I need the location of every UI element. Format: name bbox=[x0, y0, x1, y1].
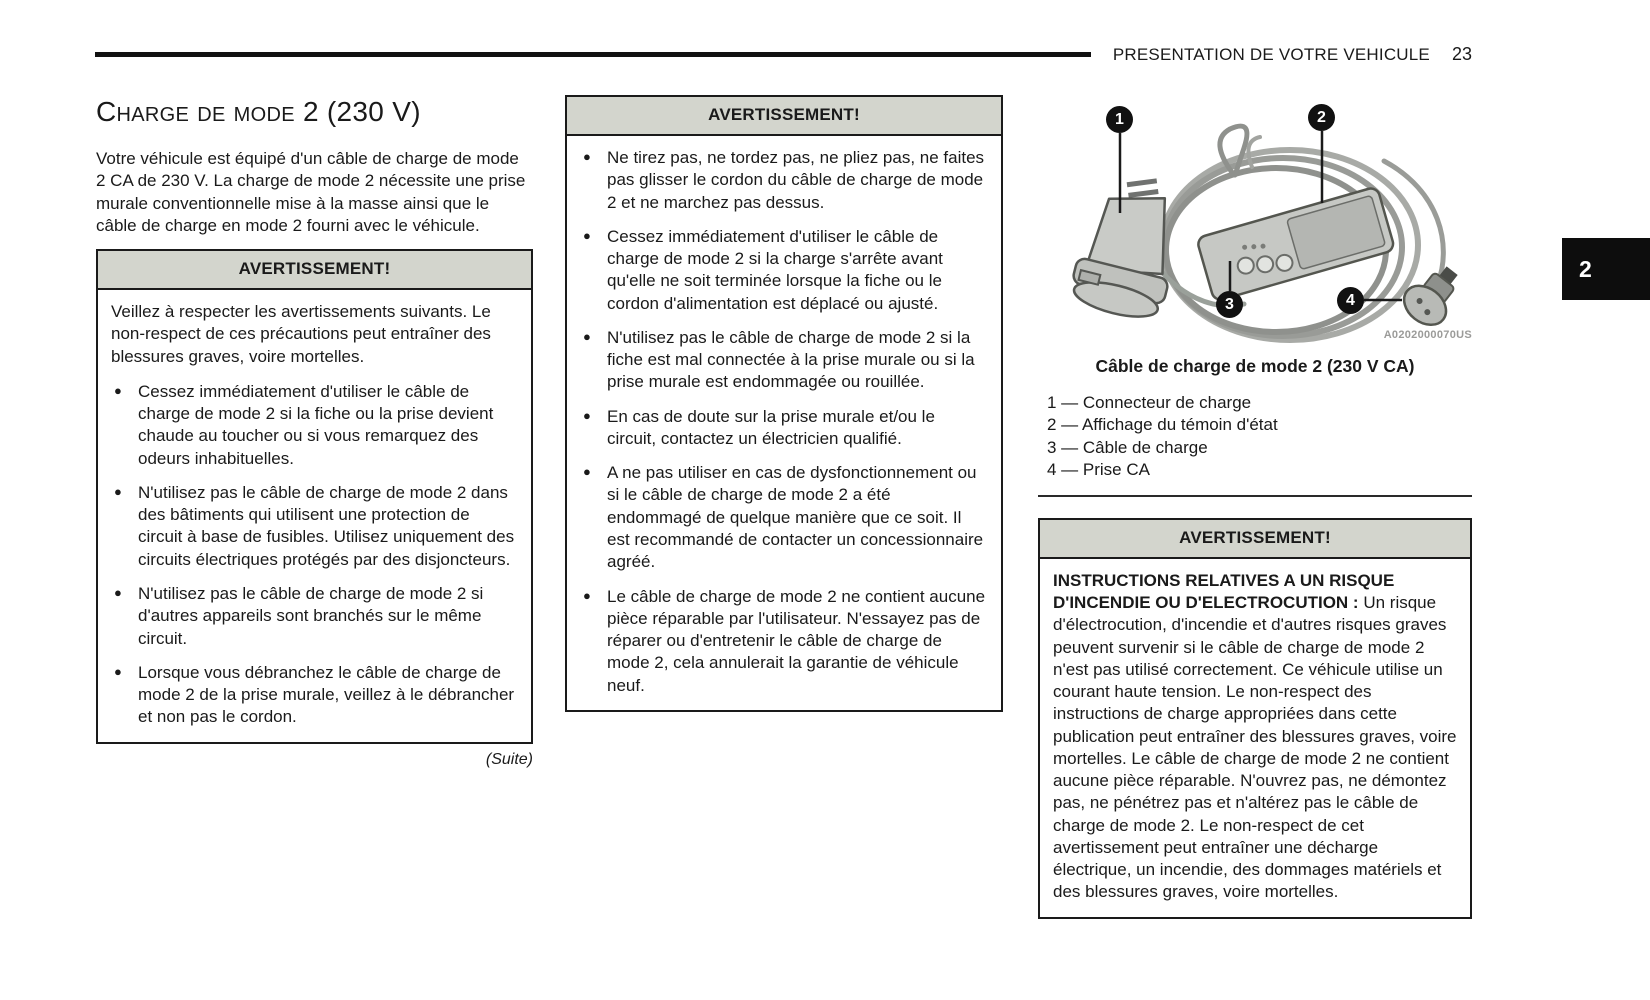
intro-paragraph: Votre véhicule est équipé d'un câble de charge de mode 2 CA de 230 V. La charge de mode 2 nécessite une prise murale conventionnelle mise à la masse ainsi que le câble de charge en mode 2 fourni avec le véhicule. bbox=[96, 149, 526, 235]
callout-1: 1 bbox=[1106, 106, 1133, 133]
figure-watermark: A0202000070US bbox=[1383, 329, 1472, 341]
warning-bullet: ● Cessez immédiatement d'utiliser le câble de charge de mode 2 si la charge s'arrête avant qu'elle ne soit terminée lorsque la fiche ou le cordon d'alimentation est déplacé ou ajusté. bbox=[580, 226, 988, 315]
legend-item: 3 — Câble de charge bbox=[1047, 437, 1208, 457]
warning-body bbox=[1040, 559, 1470, 917]
warning-title: AVERTISSEMENT! bbox=[98, 251, 531, 290]
figure-caption: Câble de charge de mode 2 (230 V CA) bbox=[1095, 356, 1415, 376]
legend-item: 1 — Connecteur de charge bbox=[1047, 393, 1252, 412]
warning-bullet: ● En cas de doute sur la prise murale et/ou le circuit, contactez un électricien qualifié. bbox=[580, 406, 988, 451]
warning-bold-lead: INSTRUCTIONS RELATIVES A UN RISQUE D'INCENDIE OU D'ELECTROCUTION : bbox=[1053, 570, 1395, 613]
cable-illustration bbox=[1038, 95, 1472, 347]
chapter-number: 2 bbox=[1579, 255, 1592, 282]
warning-bullet-list bbox=[111, 381, 518, 729]
callout-2: 2 bbox=[1308, 104, 1335, 131]
warning-title: AVERTISSEMENT! bbox=[1040, 520, 1470, 559]
section-title: Charge de mode 2 (230 V) bbox=[96, 96, 421, 127]
warning-body bbox=[567, 136, 1001, 710]
warning-bullet: ● Ne tirez pas, ne tordez pas, ne pliez pas, ne faites pas glisser le cordon du câble de charge de mode 2 et ne marchez pas dessus. bbox=[580, 147, 988, 214]
running-head-title: PRESENTATION DE VOTRE VEHICULE bbox=[1112, 44, 1430, 64]
cable-drawing bbox=[1038, 95, 1472, 347]
right-column bbox=[1038, 95, 1472, 919]
left-column bbox=[96, 96, 533, 769]
continuation-note: (Suite) bbox=[485, 750, 533, 768]
warning-bullet: ● Cessez immédiatement d'utiliser le câble de charge de mode 2 si la fiche ou la prise devient chaude au toucher ou si vous remarquez des odeurs inhabituelles. bbox=[111, 381, 518, 470]
warning-bullet: ● N'utilisez pas le câble de charge de mode 2 si d'autres appareils sont branchés sur le même circuit. bbox=[111, 583, 518, 650]
warning-bullet: ● Lorsque vous débranchez le câble de charge de mode 2 de la prise murale, veillez à le débrancher et non pas le cordon. bbox=[111, 662, 518, 729]
warning-bullet: ● A ne pas utiliser en cas de dysfonctionnement ou si le câble de charge de mode 2 a été endommagé de quelque manière que ce soit. Il est recommandé de contacter un concessionnaire agréé. bbox=[580, 462, 988, 573]
page-number: 23 bbox=[1451, 44, 1472, 64]
header-rule bbox=[95, 52, 1091, 57]
legend-item: 4 — Prise CA bbox=[1047, 460, 1150, 480]
warning-title: AVERTISSEMENT! bbox=[567, 97, 1001, 136]
figure-legend bbox=[1038, 392, 1472, 497]
warning-text: Un risque d'électrocution, d'incendie et d'autres risques graves peuvent survenir si le câble de charge de mode 2 n'est pas utilisé correctement. Ce véhicule utilise un courant haute tension. Le non-respect des instructions de charge appropriées dans cette publication peut entraîner des blessures graves, voire mortelles. Le câble de charge de mode 2 ne contient aucune pièce réparable. N'ouvrez pas, ne démontez pas, ne pénétrez pas et n'altérez pas le câble de charge de mode 2. Le non-respect de cet avertissement peut entraîner une décharge électrique, un incendie, des dommages matériels et des blessures graves, voire mortelles. bbox=[1053, 593, 1457, 902]
running-head bbox=[95, 44, 1472, 65]
warning-bullet: ● N'utilisez pas le câble de charge de mode 2 dans des bâtiments qui utilisent une protection de circuit à base de fusibles. Utilisez uniquement des circuits électriques protégés par des disjoncteurs. bbox=[111, 482, 518, 571]
warning-box-usage bbox=[565, 95, 1003, 712]
warning-box-precautions bbox=[96, 249, 533, 744]
warning-lead: Veillez à respecter les avertissements suivants. Le non-respect de ces précautions peut entraîner des blessures graves, voire mortelles. bbox=[111, 302, 491, 366]
warning-bullet: ● N'utilisez pas le câble de charge de mode 2 si la fiche est mal connectée à la prise murale ou si la prise murale est endommagée ou rouillée. bbox=[580, 327, 988, 394]
warning-bullet: ● Le câble de charge de mode 2 ne contient aucune pièce réparable par l'utilisateur. N'essayez pas de réparer ou d'entretenir le câble de charge de mode 2, cela annulerait la garantie de véhicule neuf. bbox=[580, 586, 988, 697]
warning-box-fire-shock bbox=[1038, 518, 1472, 919]
warning-paragraph bbox=[1053, 570, 1457, 904]
callout-4: 4 bbox=[1337, 287, 1364, 314]
chapter-tab bbox=[1562, 238, 1650, 300]
legend-item: 2 — Affichage du témoin d'état bbox=[1047, 415, 1278, 435]
warning-bullet-list bbox=[580, 147, 988, 697]
callout-3: 3 bbox=[1216, 291, 1243, 318]
warning-body bbox=[98, 290, 531, 742]
middle-column bbox=[565, 95, 1003, 712]
